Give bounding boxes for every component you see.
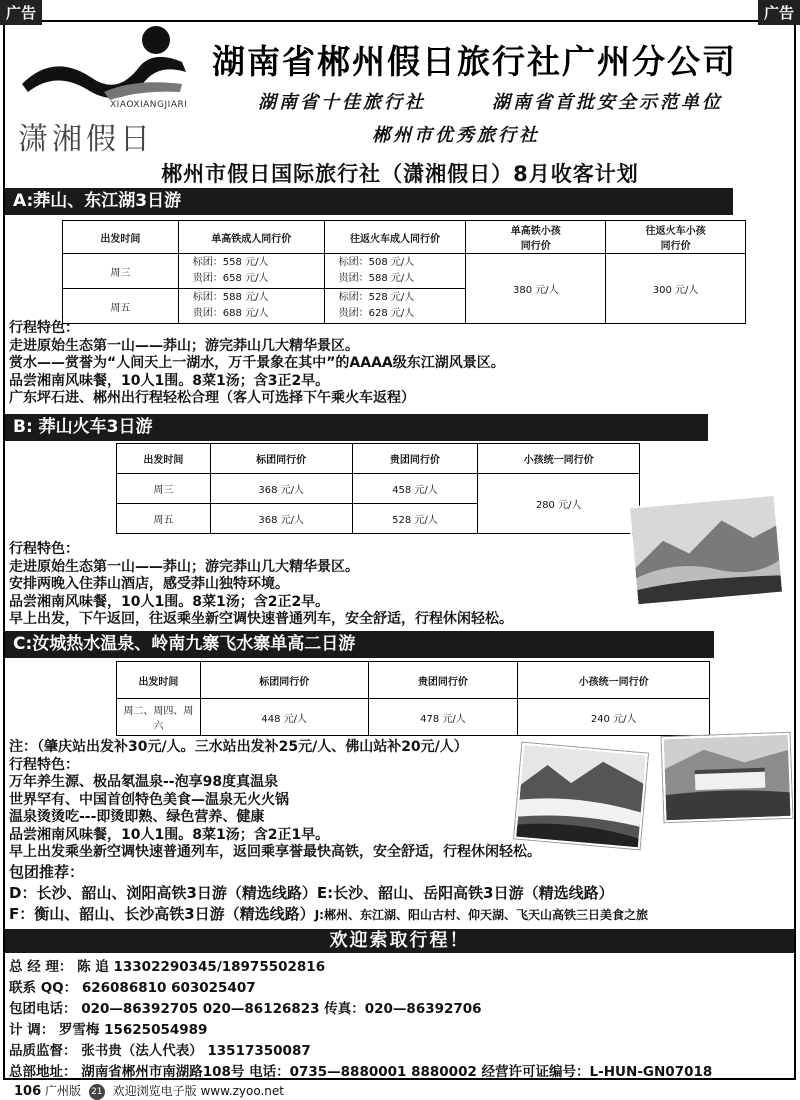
table-header: 单高铁成人同行价 xyxy=(178,221,324,254)
edition-label: 广州版 xyxy=(44,1084,81,1098)
note-line: 注：（肇庆站出发补30元/人。三水站出发补25元/人、佛山站补20元/人） xyxy=(9,739,468,755)
slogan-safety: 湖南省首批安全示范单位 xyxy=(492,92,723,113)
group-tour-recommendations xyxy=(9,862,648,926)
table-header: 小孩统一同行价 xyxy=(518,662,710,699)
table-cell: 368 元/人 xyxy=(210,504,352,534)
contact-line: 品质监督： 张书贵（法人代表） 13517350087 xyxy=(9,1043,311,1059)
table-cell: 478 元/人 xyxy=(368,699,518,736)
section-b-notes xyxy=(9,541,513,629)
table-header: 出发时间 xyxy=(63,221,179,254)
group-tour-j: J:郴州、东江湖、阳山古村、仰天湖、飞天山高铁三日美食之旅 xyxy=(314,908,648,922)
note-line: 安排两晚入住莽山酒店，感受莽山独特环境。 xyxy=(9,576,289,592)
contact-line: 包团电话： 020—86392705 020—86126823 传真：020—86392706 xyxy=(9,1001,482,1017)
table-cell: 528 元/人 xyxy=(352,504,478,534)
note-line: 品尝湘南风味餐，10人1围。8菜1汤；含2正2早。 xyxy=(9,593,330,610)
note-line: 广东坪石进、郴州出行程轻松合理（客人可选择下午乘火车返程） xyxy=(9,390,415,406)
waterfall-photo xyxy=(514,743,648,850)
table-cell: 300 元/人 xyxy=(606,254,746,324)
table-cell: 标团：588 元/人 贵团：688 元/人 xyxy=(178,289,324,324)
section-a-notes xyxy=(9,320,505,408)
logo-english: XIAOXIANGJIARI xyxy=(110,100,188,110)
company-name: 湖南省郴州假日旅行社广州分公司 xyxy=(212,42,737,81)
ad-label-left: 广告 xyxy=(0,0,42,25)
table-cell: 458 元/人 xyxy=(352,474,478,504)
table-header: 出发时间 xyxy=(117,662,201,699)
table-cell: 周五 xyxy=(117,504,211,534)
note-line: 万年养生源、极品氡温泉--泡享98度真温泉 xyxy=(9,774,279,790)
footer-text: 欢迎浏览电子版 www.zyoo.net xyxy=(112,1084,284,1098)
logo-chinese: 潇湘假日 xyxy=(18,122,154,157)
table-cell: 周三 xyxy=(117,474,211,504)
page-footer xyxy=(14,1082,284,1100)
contact-line: 联系 QQ： 626086810 603025407 xyxy=(9,980,256,996)
table-cell: 标团：508 元/人 贵团：588 元/人 xyxy=(324,254,466,289)
landscape-icon xyxy=(516,745,648,849)
note-line: 行程特色： xyxy=(9,541,79,557)
section-c-title: C:汝城热水温泉、岭南九寨飞水寨单高二日游 xyxy=(5,631,714,658)
table-header: 贵团同行价 xyxy=(352,444,478,474)
welcome-banner: 欢迎索取行程！ xyxy=(5,929,794,953)
section-c-price-table xyxy=(116,661,710,736)
contact-line: 计 调： 罗雪梅 15625054989 xyxy=(9,1022,208,1038)
section-c-notes xyxy=(9,739,541,862)
note-line: 行程特色： xyxy=(9,756,79,773)
table-cell: 周三 xyxy=(63,254,179,289)
table-header: 往返火车成人同行价 xyxy=(324,221,466,254)
contact-line: 总 经 理： 陈 追 13302290345/18975502816 xyxy=(9,959,326,975)
landscape-icon xyxy=(664,735,793,822)
contact-line: 总部地址： 湖南省郴州市南湖路108号 电话：0735—8880001 8880002 经营许可证编号：L-HUN-GN07018 xyxy=(9,1064,713,1080)
group-tour-heading: 包团推荐： xyxy=(9,863,85,881)
table-header: 标团同行价 xyxy=(210,444,352,474)
section-a-title: A:莽山、东江湖3日游 xyxy=(5,188,733,215)
note-line: 品尝湘南风味餐，10人1围。8菜1汤；含3正2早。 xyxy=(9,372,330,389)
table-cell: 240 元/人 xyxy=(518,699,710,736)
ad-label-right: 广告 xyxy=(758,0,800,25)
section-b-price-table xyxy=(116,443,640,534)
brand-badge-icon: 21 xyxy=(89,1084,105,1100)
contact-info xyxy=(9,957,712,1083)
table-header: 往返火车小孩 同行价 xyxy=(606,221,746,254)
table-header: 单高铁小孩 同行价 xyxy=(466,221,606,254)
note-line: 走进原始生态第一山——莽山；游完莽山几大精华景区。 xyxy=(9,558,359,575)
table-cell: 448 元/人 xyxy=(200,699,368,736)
table-header: 标团同行价 xyxy=(200,662,368,699)
table-header: 贵团同行价 xyxy=(368,662,518,699)
mountain-lake-photo xyxy=(628,494,784,607)
landscape-icon xyxy=(630,496,784,607)
note-line: 温泉烫烫吃---即烫即熟、绿色营养、健康 xyxy=(9,809,265,825)
group-tour-line-f xyxy=(9,904,648,926)
note-line: 赏水——赏誉为“人间天上一湖水，万千景象在其中”的AAAA级东江湖风景区。 xyxy=(9,355,505,371)
plan-title: 郴州市假日国际旅行社（潇湘假日）8月收客计划 xyxy=(161,162,639,186)
table-header: 出发时间 xyxy=(117,444,211,474)
table-cell: 标团：558 元/人 贵团：658 元/人 xyxy=(178,254,324,289)
slogan-excellent: 郴州市优秀旅行社 xyxy=(372,125,540,146)
note-line: 行程特色： xyxy=(9,320,79,336)
table-cell: 周二、周四、周六 xyxy=(117,699,201,736)
group-tour-line-d: D：长沙、韶山、浏阳高铁3日游（精选线路）E:长沙、韶山、岳阳高铁3日游（精选线路） xyxy=(9,884,614,902)
note-line: 早上出发乘坐新空调快速普通列车，返回乘享誉最快高铁，安全舒适，行程休闲轻松。 xyxy=(9,844,541,860)
table-cell: 周五 xyxy=(63,289,179,324)
note-line: 早上出发，下午返回，往返乘坐新空调快速普通列车，安全舒适，行程休闲轻松。 xyxy=(9,611,513,627)
section-a-price-table xyxy=(62,220,746,324)
slogan-top-ten: 湖南省十佳旅行社 xyxy=(258,92,426,113)
logo xyxy=(14,22,198,157)
note-line: 品尝湘南风味餐，10人1围。8菜1汤；含2正1早。 xyxy=(9,826,330,843)
table-header: 小孩统一同行价 xyxy=(478,444,640,474)
table-cell: 280 元/人 xyxy=(478,474,640,534)
page-number: 106 xyxy=(14,1084,42,1099)
note-line: 世界罕有、中国首创特色美食—温泉无火火锅 xyxy=(9,791,289,808)
table-cell: 368 元/人 xyxy=(210,474,352,504)
group-tour-f: F：衡山、韶山、长沙高铁3日游（精选线路） xyxy=(9,905,315,923)
section-b-title: B: 莽山火车3日游 xyxy=(5,414,708,441)
table-cell: 标团：528 元/人 贵团：628 元/人 xyxy=(324,289,466,324)
table-cell: 380 元/人 xyxy=(466,254,606,324)
hot-spring-resort-photo xyxy=(662,733,793,822)
note-line: 走进原始生态第一山——莽山；游完莽山几大精华景区。 xyxy=(9,337,359,354)
